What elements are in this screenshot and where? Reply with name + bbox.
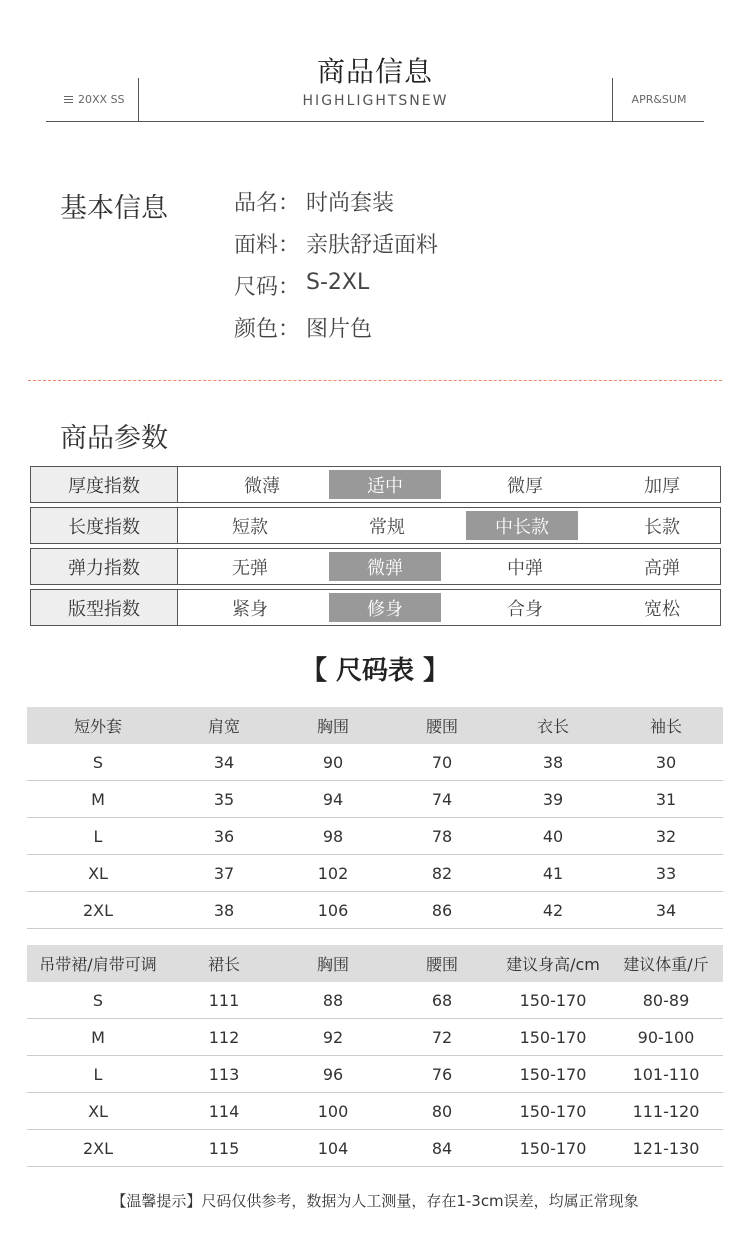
page-subtitle: HIGHLIGHTSNEW bbox=[302, 93, 449, 109]
column-header: 腰围 bbox=[425, 955, 458, 974]
param-option: 加厚 bbox=[644, 475, 680, 497]
table-cell: 74 bbox=[431, 789, 453, 809]
table-cell: 30 bbox=[655, 752, 677, 772]
table-cell: 35 bbox=[213, 789, 235, 809]
table-cell: 111 bbox=[208, 990, 240, 1010]
table-cell: 88 bbox=[322, 990, 344, 1010]
table-row bbox=[27, 781, 723, 818]
table-cell: 78 bbox=[431, 826, 453, 846]
size-chart-title: 【 尺码表 】 bbox=[300, 656, 450, 686]
param-option: 修身 bbox=[329, 593, 441, 622]
table-cell: 82 bbox=[431, 863, 453, 883]
param-option: 紧身 bbox=[232, 598, 268, 620]
param-option: 短款 bbox=[232, 516, 268, 538]
basic-info-list bbox=[234, 186, 438, 354]
basic-info-row bbox=[234, 228, 438, 270]
param-option: 适中 bbox=[329, 470, 441, 499]
params-title: 商品参数 bbox=[60, 423, 168, 454]
column-header: 腰围 bbox=[425, 717, 458, 736]
basic-info-value: S-2XL bbox=[306, 270, 370, 295]
table-cell: 112 bbox=[208, 1027, 240, 1047]
table-cell: 41 bbox=[542, 863, 564, 883]
table-row bbox=[27, 1019, 723, 1056]
date-tag: APR&SUM bbox=[631, 93, 687, 106]
column-header: 胸围 bbox=[316, 717, 349, 736]
table-cell: M bbox=[91, 1027, 105, 1047]
basic-info-key: 面料： bbox=[234, 233, 301, 258]
param-option: 宽松 bbox=[644, 598, 680, 620]
table-cell: 38 bbox=[213, 900, 235, 920]
table-header bbox=[27, 707, 723, 744]
table-cell: 92 bbox=[322, 1027, 344, 1047]
table-cell: 113 bbox=[208, 1064, 240, 1084]
basic-info-value: 图片色 bbox=[306, 317, 373, 342]
basic-info-row bbox=[234, 312, 438, 354]
table-cell: 40 bbox=[542, 826, 564, 846]
basic-info-row bbox=[234, 270, 438, 312]
param-option: 中长款 bbox=[466, 511, 578, 540]
column-header: 建议体重/斤 bbox=[623, 955, 709, 974]
param-row-length bbox=[30, 507, 721, 544]
table-cell: 34 bbox=[213, 752, 235, 772]
param-option: 高弹 bbox=[644, 557, 680, 579]
table-cell: 2XL bbox=[82, 1138, 114, 1158]
param-option: 微厚 bbox=[507, 475, 543, 497]
table-cell: S bbox=[92, 990, 104, 1010]
param-row-elasticity bbox=[30, 548, 721, 585]
table-cell: 114 bbox=[208, 1101, 240, 1121]
table-cell: 94 bbox=[322, 789, 344, 809]
basic-info-key: 尺码： bbox=[234, 275, 301, 300]
table-cell: L bbox=[93, 826, 103, 846]
section-divider bbox=[28, 380, 722, 381]
season-tag-text: 20XX SS bbox=[78, 93, 125, 106]
param-option: 微薄 bbox=[244, 475, 280, 497]
param-option: 长款 bbox=[644, 516, 680, 538]
param-row-thickness bbox=[30, 466, 721, 503]
table-cell: 96 bbox=[322, 1064, 344, 1084]
table-cell: XL bbox=[88, 1101, 108, 1121]
table-cell: 111-120 bbox=[632, 1101, 700, 1121]
table-cell: 84 bbox=[431, 1138, 453, 1158]
table-cell: M bbox=[91, 789, 105, 809]
column-header: 裙长 bbox=[207, 955, 240, 974]
table-cell: 34 bbox=[655, 900, 677, 920]
table-cell: 90-100 bbox=[637, 1027, 695, 1047]
column-header: 肩宽 bbox=[207, 717, 240, 736]
table-cell: 2XL bbox=[82, 900, 114, 920]
season-tag bbox=[64, 93, 125, 106]
table-cell: 33 bbox=[655, 863, 677, 883]
param-option: 微弹 bbox=[329, 552, 441, 581]
basic-info-key: 颜色： bbox=[234, 317, 301, 342]
table-row bbox=[27, 892, 723, 929]
param-option: 无弹 bbox=[232, 557, 268, 579]
column-header: 袖长 bbox=[649, 717, 682, 736]
column-header: 吊带裙/肩带可调 bbox=[39, 955, 157, 974]
basic-info-title: 基本信息 bbox=[60, 193, 168, 224]
table-row bbox=[27, 1093, 723, 1130]
table-cell: 36 bbox=[213, 826, 235, 846]
table-cell: 150-170 bbox=[519, 1027, 587, 1047]
column-header: 建议身高/cm bbox=[506, 955, 600, 974]
table-cell: 104 bbox=[317, 1138, 349, 1158]
param-label: 弹力指数 bbox=[31, 549, 178, 584]
table-cell: 115 bbox=[208, 1138, 240, 1158]
column-header: 短外套 bbox=[73, 717, 122, 736]
table-cell: 80-89 bbox=[642, 990, 690, 1010]
table-header bbox=[27, 945, 723, 982]
menu-lines-icon bbox=[64, 96, 73, 103]
param-label: 版型指数 bbox=[31, 590, 178, 625]
table-row bbox=[27, 744, 723, 781]
table-cell: 150-170 bbox=[519, 1138, 587, 1158]
table-row bbox=[27, 855, 723, 892]
param-label: 厚度指数 bbox=[31, 467, 178, 502]
table-cell: S bbox=[92, 752, 104, 772]
header-underline bbox=[46, 121, 704, 122]
table-cell: 86 bbox=[431, 900, 453, 920]
table-cell: 150-170 bbox=[519, 990, 587, 1010]
table-cell: 72 bbox=[431, 1027, 453, 1047]
table-cell: 150-170 bbox=[519, 1064, 587, 1084]
table-cell: 98 bbox=[322, 826, 344, 846]
table-cell: 150-170 bbox=[519, 1101, 587, 1121]
table-cell: 32 bbox=[655, 826, 677, 846]
param-label: 长度指数 bbox=[31, 508, 178, 543]
page-title: 商品信息 bbox=[316, 55, 433, 88]
footer-tip: 【温馨提示】尺码仅供参考，数据为人工测量，存在1-3cm误差，均属正常现象 bbox=[111, 1192, 639, 1210]
table-cell: 90 bbox=[322, 752, 344, 772]
table-row bbox=[27, 1056, 723, 1093]
table-cell: XL bbox=[88, 863, 108, 883]
table-cell: 39 bbox=[542, 789, 564, 809]
basic-info-key: 品名： bbox=[234, 191, 301, 216]
table-cell: 38 bbox=[542, 752, 564, 772]
basic-info-value: 时尚套装 bbox=[306, 191, 395, 216]
table-cell: 70 bbox=[431, 752, 453, 772]
table-cell: 76 bbox=[431, 1064, 453, 1084]
table-cell: 101-110 bbox=[632, 1064, 700, 1084]
table-cell: 106 bbox=[317, 900, 349, 920]
param-option: 中弹 bbox=[507, 557, 543, 579]
param-option: 常规 bbox=[369, 516, 405, 538]
basic-info-row bbox=[234, 186, 438, 228]
param-option: 合身 bbox=[507, 598, 543, 620]
table-cell: 37 bbox=[213, 863, 235, 883]
table-row bbox=[27, 818, 723, 855]
table-cell: 42 bbox=[542, 900, 564, 920]
table-row bbox=[27, 1130, 723, 1167]
table-cell: 31 bbox=[655, 789, 677, 809]
table-cell: L bbox=[93, 1064, 103, 1084]
table-cell: 102 bbox=[317, 863, 349, 883]
table-cell: 100 bbox=[317, 1101, 349, 1121]
table-cell: 80 bbox=[431, 1101, 453, 1121]
param-row-fit bbox=[30, 589, 721, 626]
column-header: 胸围 bbox=[316, 955, 349, 974]
table-row bbox=[27, 982, 723, 1019]
basic-info-value: 亲肤舒适面料 bbox=[306, 233, 439, 258]
table-cell: 68 bbox=[431, 990, 453, 1010]
table-cell: 121-130 bbox=[632, 1138, 700, 1158]
column-header: 衣长 bbox=[536, 717, 569, 736]
